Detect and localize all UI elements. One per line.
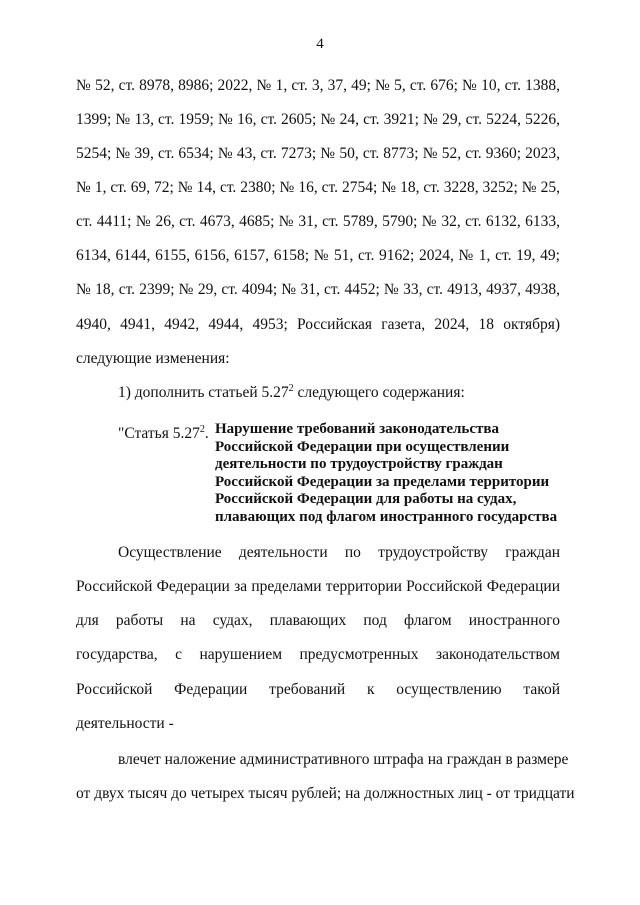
paragraph-line: № 18, ст. 2399; № 29, ст. 4094; № 31, ст. 4452; № 33, ст. 4913, 4937, 4938, — [76, 281, 560, 298]
article-title-line: Российской Федерации для работы на судах, — [215, 491, 517, 507]
paragraph-line: ст. 4411; № 26, ст. 4673, 4685; № 31, ст. 5789, 5790; № 32, ст. 6132, 6133, — [76, 213, 560, 230]
paragraph-line: для работы на судах, плавающих под флагом иностранного — [76, 612, 560, 629]
paragraph-line: 1399; № 13, ст. 1959; № 16, ст. 2605; № 24, ст. 3921; № 29, ст. 5224, 5226, — [76, 111, 560, 128]
article-title-line: Российской Федерации при осуществлении — [215, 438, 510, 455]
paragraph-line: 5254; № 39, ст. 6534; № 43, ст. 7273; № 50, ст. 8773; № 52, ст. 9360; 2023, — [76, 145, 560, 162]
article-title-line: Нарушение требований законодательства — [215, 421, 499, 437]
article-title-line: плавающих под флагом иностранного государства — [215, 508, 558, 525]
article-title-line: Российской Федерации за пределами территории — [215, 473, 550, 490]
list-item — [118, 384, 558, 402]
article-label: "Статья 5.27$^2$. — [118, 424, 209, 442]
article-title-line: деятельности по трудоустройству граждан — [215, 456, 503, 472]
superscript: 2 — [288, 383, 294, 394]
paragraph-line: деятельности - — [76, 715, 174, 732]
paragraph-line: Российской Федерации за пределами территории Российской Федерации — [76, 578, 560, 595]
paragraph-line: государства, с нарушением предусмотренных законодательством — [76, 646, 560, 663]
paragraph-line: следующие изменения: — [76, 350, 230, 367]
paragraph-line: 6134, 6144, 6155, 6156, 6157, 6158; № 51, ст. 9162; 2024, № 1, ст. 19, 49; — [76, 247, 560, 264]
paragraph-line: Российской Федерации требований к осуществлению такой — [76, 681, 560, 698]
paragraph-line: 4940, 4941, 4942, 4944, 4953; Российская газета, 2024, 18 октября) — [76, 316, 560, 333]
paragraph-line: от двух тысяч до четырех тысяч рублей; на должностных лиц - от тридцати — [76, 785, 575, 802]
paragraph-line: влечет наложение административного штрафа на граждан в размере — [118, 751, 569, 768]
article-title — [215, 421, 565, 526]
superscript: 2 — [199, 424, 205, 435]
list-item-text: следующего содержания: — [293, 384, 465, 401]
list-item-text: 1) дополнить статьей 5.27 — [118, 384, 289, 401]
paragraph-line: № 52, ст. 8978, 8986; 2022, № 1, ст. 3, 37, 49; № 5, ст. 676; № 10, ст. 1388, — [76, 77, 560, 94]
paragraph-line: Осуществление деятельности по трудоустройству граждан — [118, 544, 560, 561]
paragraph-line: № 1, ст. 69, 72; № 14, ст. 2380; № 16, ст. 2754; № 18, ст. 3228, 3252; № 25, — [76, 179, 560, 196]
page-number: 4 — [316, 36, 324, 52]
